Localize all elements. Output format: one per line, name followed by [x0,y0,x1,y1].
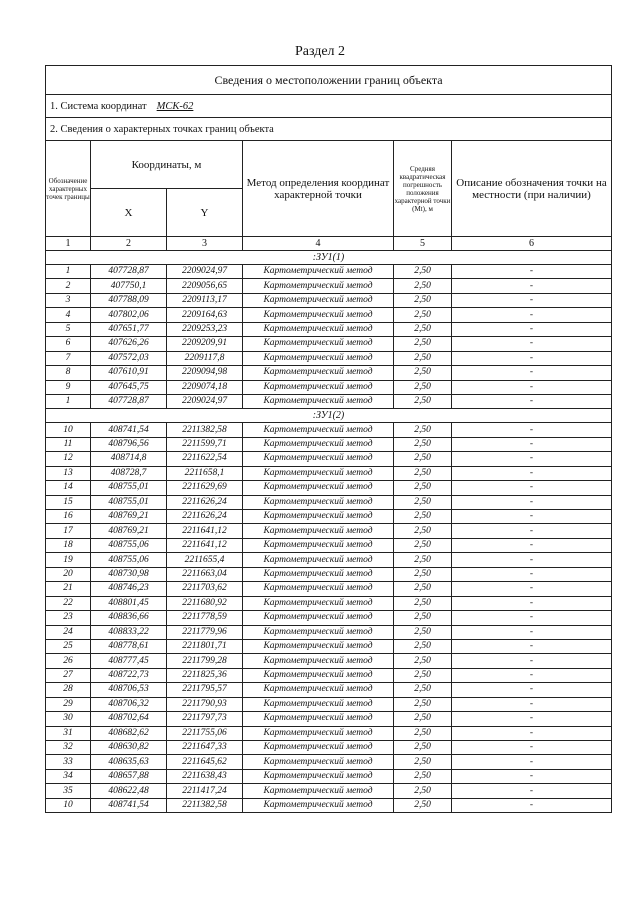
description-cell: - [452,437,612,451]
description-cell: - [452,798,612,812]
coord-system-label: 1. Система координат [50,100,147,112]
accuracy-cell: 2,50 [394,654,452,668]
description-cell: - [452,683,612,697]
description-cell: - [452,524,612,538]
point-number-cell: 9 [46,380,91,394]
method-cell: Картометрический метод [243,798,394,812]
table-row [46,394,612,408]
method-cell: Картометрический метод [243,741,394,755]
point-number-cell: 6 [46,337,91,351]
method-cell: Картометрический метод [243,726,394,740]
method-cell: Картометрический метод [243,668,394,682]
description-cell: - [452,337,612,351]
description-cell: - [452,351,612,365]
x-cell: 408769,21 [91,524,167,538]
x-cell: 408722,73 [91,668,167,682]
description-cell: - [452,726,612,740]
method-cell: Картометрический метод [243,265,394,279]
point-number-cell: 29 [46,697,91,711]
method-cell: Картометрический метод [243,639,394,653]
accuracy-cell: 2,50 [394,524,452,538]
y-cell: 2211382,58 [167,798,243,812]
y-cell: 2211778,59 [167,611,243,625]
description-cell: - [452,466,612,480]
table-row [46,510,612,524]
accuracy-cell: 2,50 [394,697,452,711]
x-cell: 407626,26 [91,337,167,351]
description-cell: - [452,423,612,437]
method-cell: Картометрический метод [243,553,394,567]
group-row [46,409,612,423]
table-row [46,567,612,581]
x-cell: 408755,01 [91,495,167,509]
method-cell: Картометрический метод [243,337,394,351]
accuracy-cell: 2,50 [394,351,452,365]
description-cell: - [452,639,612,653]
point-number-cell: 22 [46,596,91,610]
method-cell: Картометрический метод [243,567,394,581]
point-number-cell: 27 [46,668,91,682]
description-cell: - [452,265,612,279]
y-cell: 2211641,12 [167,538,243,552]
accuracy-cell: 2,50 [394,553,452,567]
y-cell: 2211795,57 [167,683,243,697]
method-cell: Картометрический метод [243,394,394,408]
method-cell: Картометрический метод [243,538,394,552]
accuracy-cell: 2,50 [394,466,452,480]
table-row [46,639,612,653]
accuracy-cell: 2,50 [394,784,452,798]
x-cell: 408755,06 [91,538,167,552]
point-number-cell: 15 [46,495,91,509]
y-cell: 2209024,97 [167,394,243,408]
table-row [46,308,612,322]
method-cell: Картометрический метод [243,697,394,711]
description-cell: - [452,380,612,394]
point-number-cell: 19 [46,553,91,567]
method-cell: Картометрический метод [243,683,394,697]
y-cell: 2209113,17 [167,293,243,307]
table-row [46,625,612,639]
description-cell: - [452,582,612,596]
point-number-cell: 4 [46,308,91,322]
accuracy-cell: 2,50 [394,769,452,783]
x-cell: 408730,98 [91,567,167,581]
description-cell: - [452,481,612,495]
table-row [46,654,612,668]
y-cell: 2211622,54 [167,452,243,466]
accuracy-cell: 2,50 [394,668,452,682]
description-cell: - [452,741,612,755]
accuracy-cell: 2,50 [394,322,452,336]
point-number-cell: 24 [46,625,91,639]
point-number-cell: 2 [46,279,91,293]
description-cell: - [452,668,612,682]
description-cell: - [452,394,612,408]
coord-system-value: МСК-62 [156,100,194,112]
point-number-cell: 18 [46,538,91,552]
y-cell: 2211680,92 [167,596,243,610]
column-number: 2 [91,237,167,251]
x-cell: 407728,87 [91,265,167,279]
table-row [46,337,612,351]
x-cell: 408741,54 [91,798,167,812]
point-number-cell: 10 [46,423,91,437]
x-cell: 407750,1 [91,279,167,293]
point-number-cell: 25 [46,639,91,653]
method-cell: Картометрический метод [243,596,394,610]
y-cell: 2211797,73 [167,712,243,726]
column-number: 4 [243,237,394,251]
accuracy-cell: 2,50 [394,394,452,408]
table-row [46,697,612,711]
table-row [46,611,612,625]
accuracy-cell: 2,50 [394,366,452,380]
boundary-table [45,65,612,813]
point-number-cell: 32 [46,741,91,755]
group-name: :ЗУ1(2) [46,409,612,423]
accuracy-cell: 2,50 [394,611,452,625]
group-name: :ЗУ1(1) [46,251,612,265]
x-cell: 408741,54 [91,423,167,437]
method-cell: Картометрический метод [243,495,394,509]
y-cell: 2209094,98 [167,366,243,380]
accuracy-cell: 2,50 [394,308,452,322]
y-cell: 2209024,97 [167,265,243,279]
table-row [46,553,612,567]
table-row [46,726,612,740]
accuracy-cell: 2,50 [394,437,452,451]
col-y-header: Y [167,189,243,237]
description-cell: - [452,279,612,293]
accuracy-cell: 2,50 [394,495,452,509]
y-cell: 2211755,06 [167,726,243,740]
x-cell: 408635,63 [91,755,167,769]
table-row [46,437,612,451]
table-row [46,265,612,279]
x-cell: 407572,03 [91,351,167,365]
table-row [46,495,612,509]
y-cell: 2211663,04 [167,567,243,581]
y-cell: 2211645,62 [167,755,243,769]
y-cell: 2211647,33 [167,741,243,755]
method-cell: Картометрический метод [243,423,394,437]
description-cell: - [452,784,612,798]
x-cell: 408801,45 [91,596,167,610]
table-row [46,683,612,697]
table-row [46,769,612,783]
y-cell: 2209253,23 [167,322,243,336]
point-number-cell: 35 [46,784,91,798]
y-cell: 2211626,24 [167,495,243,509]
column-numbers-row [46,237,612,251]
description-cell: - [452,712,612,726]
x-cell: 408746,23 [91,582,167,596]
x-cell: 408777,45 [91,654,167,668]
column-number: 1 [46,237,91,251]
column-number: 6 [452,237,612,251]
accuracy-cell: 2,50 [394,625,452,639]
description-cell: - [452,495,612,509]
point-number-cell: 28 [46,683,91,697]
column-number: 3 [167,237,243,251]
y-cell: 2211779,96 [167,625,243,639]
y-cell: 2211626,24 [167,510,243,524]
accuracy-cell: 2,50 [394,582,452,596]
table-row [46,279,612,293]
x-cell: 408836,66 [91,611,167,625]
point-number-cell: 14 [46,481,91,495]
table-title: Сведения о местоположении границ объекта [46,66,612,95]
point-number-cell: 33 [46,755,91,769]
method-cell: Картометрический метод [243,366,394,380]
table-row [46,322,612,336]
method-cell: Картометрический метод [243,481,394,495]
table-row [46,596,612,610]
description-cell: - [452,769,612,783]
method-cell: Картометрический метод [243,784,394,798]
y-cell: 2209117,8 [167,351,243,365]
description-cell: - [452,755,612,769]
col-accuracy-header: Средняя квадратическая погрешность положения характерной точки (Mt), м [394,141,452,237]
method-cell: Картометрический метод [243,582,394,596]
method-cell: Картометрический метод [243,380,394,394]
coord-system-row [46,95,612,118]
table-row [46,366,612,380]
point-number-cell: 34 [46,769,91,783]
method-cell: Картометрический метод [243,510,394,524]
table-row [46,452,612,466]
y-cell: 2211382,58 [167,423,243,437]
method-cell: Картометрический метод [243,769,394,783]
x-cell: 408702,64 [91,712,167,726]
point-number-cell: 21 [46,582,91,596]
point-number-cell: 7 [46,351,91,365]
description-cell: - [452,697,612,711]
table-row [46,351,612,365]
x-cell: 408755,01 [91,481,167,495]
point-number-cell: 26 [46,654,91,668]
x-cell: 408769,21 [91,510,167,524]
method-cell: Картометрический метод [243,322,394,336]
y-cell: 2211703,62 [167,582,243,596]
table-row [46,798,612,812]
description-cell: - [452,452,612,466]
description-cell: - [452,293,612,307]
accuracy-cell: 2,50 [394,741,452,755]
description-cell: - [452,538,612,552]
table-row [46,755,612,769]
description-cell: - [452,611,612,625]
accuracy-cell: 2,50 [394,639,452,653]
method-cell: Картометрический метод [243,712,394,726]
accuracy-cell: 2,50 [394,279,452,293]
method-cell: Картометрический метод [243,293,394,307]
y-cell: 2211417,24 [167,784,243,798]
y-cell: 2211599,71 [167,437,243,451]
table-row [46,524,612,538]
x-cell: 408706,32 [91,697,167,711]
description-cell: - [452,366,612,380]
point-number-cell: 8 [46,366,91,380]
section-title: Раздел 2 [294,44,346,59]
y-cell: 2211825,36 [167,668,243,682]
method-cell: Картометрический метод [243,437,394,451]
col-coordinates-header: Координаты, м [91,141,243,189]
table-row [46,741,612,755]
point-number-cell: 20 [46,567,91,581]
x-cell: 408622,48 [91,784,167,798]
point-number-cell: 16 [46,510,91,524]
method-cell: Картометрический метод [243,466,394,480]
table-row [46,466,612,480]
accuracy-cell: 2,50 [394,423,452,437]
x-cell: 407645,75 [91,380,167,394]
x-cell: 407802,06 [91,308,167,322]
y-cell: 2209074,18 [167,380,243,394]
accuracy-cell: 2,50 [394,798,452,812]
accuracy-cell: 2,50 [394,567,452,581]
description-cell: - [452,596,612,610]
table-row [46,293,612,307]
x-cell: 407651,77 [91,322,167,336]
x-cell: 408796,56 [91,437,167,451]
description-cell: - [452,553,612,567]
method-cell: Картометрический метод [243,611,394,625]
point-number-cell: 1 [46,394,91,408]
col-x-header: X [91,189,167,237]
accuracy-cell: 2,50 [394,755,452,769]
table-row [46,668,612,682]
points-label: 2. Сведения о характерных точках границ объекта [46,118,612,141]
accuracy-cell: 2,50 [394,538,452,552]
description-cell: - [452,567,612,581]
point-number-cell: 3 [46,293,91,307]
x-cell: 408833,22 [91,625,167,639]
x-cell: 408706,53 [91,683,167,697]
col-method-header: Метод определения координат характерной точки [243,141,394,237]
point-number-cell: 12 [46,452,91,466]
y-cell: 2211799,28 [167,654,243,668]
x-cell: 408728,7 [91,466,167,480]
x-cell: 407728,87 [91,394,167,408]
accuracy-cell: 2,50 [394,683,452,697]
table-row [46,423,612,437]
accuracy-cell: 2,50 [394,293,452,307]
accuracy-cell: 2,50 [394,265,452,279]
x-cell: 408630,82 [91,741,167,755]
description-cell: - [452,510,612,524]
x-cell: 408714,8 [91,452,167,466]
y-cell: 2211629,69 [167,481,243,495]
method-cell: Картометрический метод [243,452,394,466]
y-cell: 2211801,71 [167,639,243,653]
accuracy-cell: 2,50 [394,380,452,394]
point-number-cell: 1 [46,265,91,279]
table-row [46,538,612,552]
x-cell: 408755,06 [91,553,167,567]
accuracy-cell: 2,50 [394,337,452,351]
point-number-cell: 5 [46,322,91,336]
description-cell: - [452,308,612,322]
x-cell: 407788,09 [91,293,167,307]
y-cell: 2209164,63 [167,308,243,322]
point-number-cell: 23 [46,611,91,625]
y-cell: 2211658,1 [167,466,243,480]
method-cell: Картометрический метод [243,351,394,365]
x-cell: 408682,62 [91,726,167,740]
table-row [46,784,612,798]
accuracy-cell: 2,50 [394,596,452,610]
method-cell: Картометрический метод [243,625,394,639]
table-row [46,481,612,495]
table-row [46,712,612,726]
y-cell: 2211641,12 [167,524,243,538]
method-cell: Картометрический метод [243,308,394,322]
method-cell: Картометрический метод [243,279,394,293]
description-cell: - [452,625,612,639]
x-cell: 408657,88 [91,769,167,783]
x-cell: 407610,91 [91,366,167,380]
accuracy-cell: 2,50 [394,712,452,726]
point-number-cell: 11 [46,437,91,451]
col-designation-header: Обозначение характерных точек границы [46,141,91,237]
point-number-cell: 30 [46,712,91,726]
description-cell: - [452,322,612,336]
accuracy-cell: 2,50 [394,726,452,740]
method-cell: Картометрический метод [243,524,394,538]
y-cell: 2211655,4 [167,553,243,567]
y-cell: 2209209,91 [167,337,243,351]
accuracy-cell: 2,50 [394,510,452,524]
accuracy-cell: 2,50 [394,452,452,466]
description-cell: - [452,654,612,668]
accuracy-cell: 2,50 [394,481,452,495]
col-description-header: Описание обозначения точки на местности (при наличии) [452,141,612,237]
table-row [46,380,612,394]
method-cell: Картометрический метод [243,755,394,769]
table-row [46,582,612,596]
point-number-cell: 17 [46,524,91,538]
point-number-cell: 13 [46,466,91,480]
y-cell: 2209056,65 [167,279,243,293]
y-cell: 2211638,43 [167,769,243,783]
point-number-cell: 31 [46,726,91,740]
group-row [46,251,612,265]
x-cell: 408778,61 [91,639,167,653]
y-cell: 2211790,93 [167,697,243,711]
method-cell: Картометрический метод [243,654,394,668]
point-number-cell: 10 [46,798,91,812]
column-number: 5 [394,237,452,251]
